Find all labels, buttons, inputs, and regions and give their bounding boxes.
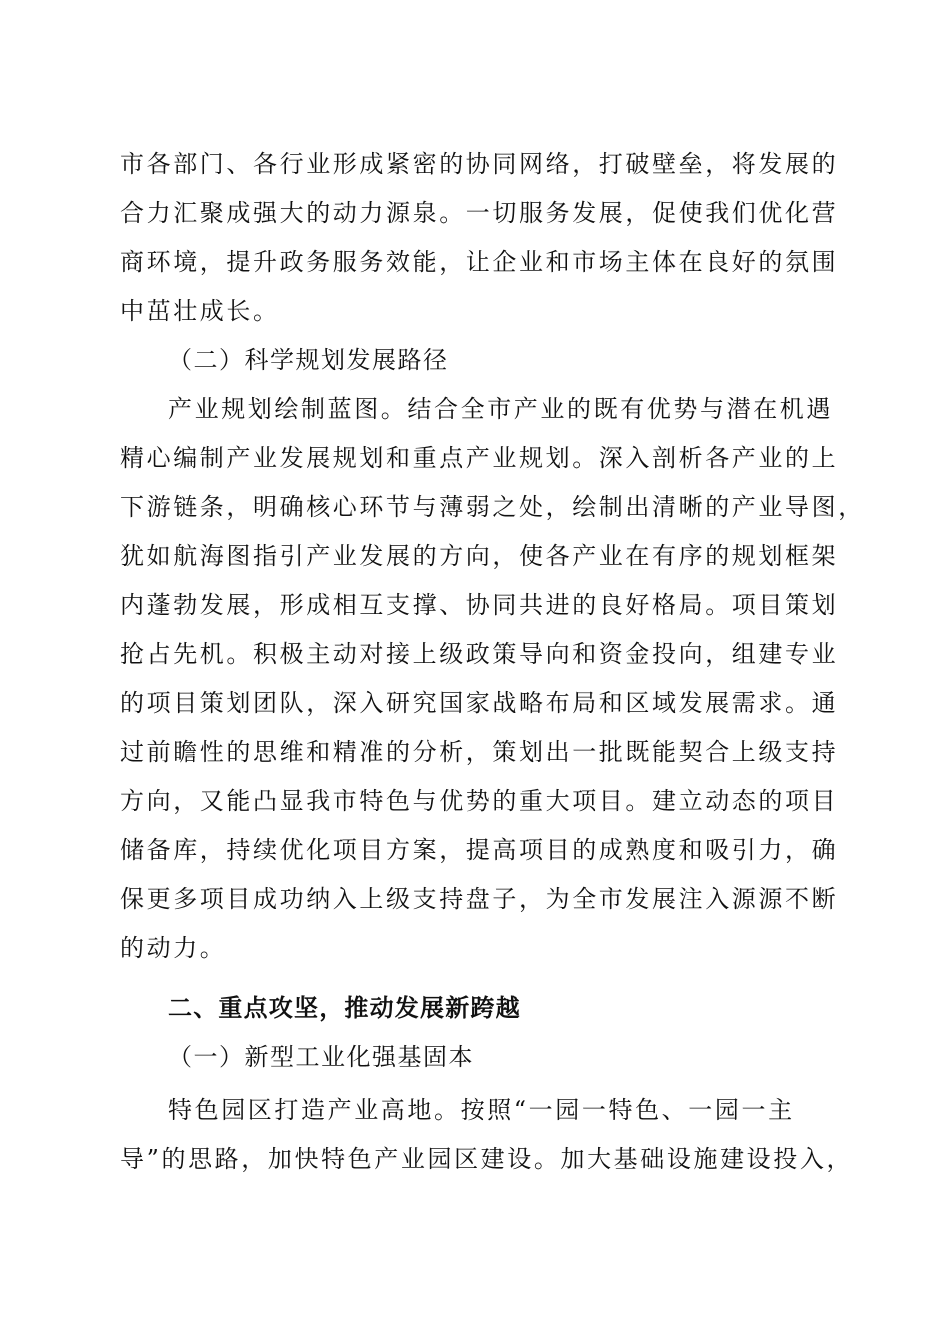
subheading: （一）新型工业化强基固本 — [168, 1043, 474, 1071]
paragraph-line: 下游链条，明确核心环节与薄弱之处，绘制出清晰的产业导图， — [120, 493, 865, 521]
paragraph-line: 中茁壮成长。 — [120, 297, 280, 325]
paragraph-line: 过前瞻性的思维和精准的分析，策划出一批既能契合上级支持 — [120, 738, 839, 766]
paragraph-line: 的动力。 — [120, 934, 227, 962]
paragraph-line: 产业规划绘制蓝图。结合全市产业的既有优势与潜在机遇 — [168, 395, 833, 423]
paragraph-line: 犹如航海图指引产业发展的方向，使各产业在有序的规划框架 — [120, 542, 839, 570]
subheading: （二）科学规划发展路径 — [168, 346, 449, 374]
section-heading: 二、重点攻坚，推动发展新跨越 — [168, 994, 521, 1022]
paragraph-line: 方向，又能凸显我市特色与优势的重大项目。建立动态的项目 — [120, 787, 839, 815]
paragraph-line: 保更多项目成功纳入上级支持盘子，为全市发展注入源源不断 — [120, 885, 839, 913]
paragraph-line: 的项目策划团队，深入研究国家战略布局和区域发展需求。通 — [120, 689, 839, 717]
paragraph-line: 内蓬勃发展，形成相互支撑、协同共进的良好格局。项目策划 — [120, 591, 839, 619]
paragraph-line: 导”的思路，加快特色产业园区建设。加大基础设施建设投入， — [120, 1145, 854, 1173]
paragraph-line: 商环境，提升政务服务效能，让企业和市场主体在良好的氛围 — [120, 248, 839, 276]
paragraph-line: 特色园区打造产业高地。按照“一园一特色、一园一主 — [168, 1096, 795, 1124]
paragraph-line: 精心编制产业发展规划和重点产业规划。深入剖析各产业的上 — [120, 444, 839, 472]
paragraph-line: 市各部门、各行业形成紧密的协同网络，打破壁垒，将发展的 — [120, 150, 839, 178]
paragraph-line: 抢占先机。积极主动对接上级政策导向和资金投向，组建专业 — [120, 640, 839, 668]
paragraph-line: 储备库，持续优化项目方案，提高项目的成熟度和吸引力，确 — [120, 836, 839, 864]
paragraph-line: 合力汇聚成强大的动力源泉。一切服务发展，促使我们优化营 — [120, 199, 839, 227]
